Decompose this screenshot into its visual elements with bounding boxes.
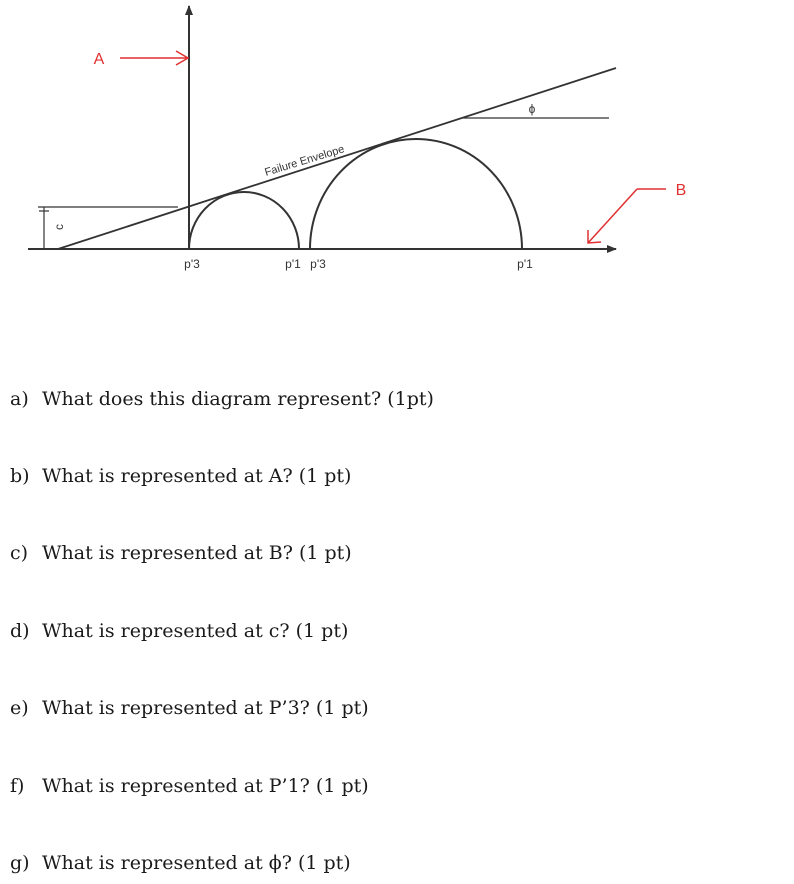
question-letter: a) bbox=[10, 388, 29, 410]
phi-label: ϕ bbox=[528, 102, 536, 116]
question-f bbox=[10, 775, 369, 797]
arrow-b-shaft bbox=[588, 189, 637, 243]
question-text: What does this diagram represent? (1pt) bbox=[42, 388, 434, 410]
failure-envelope-label: Failure Envelope bbox=[263, 143, 346, 179]
question-text: What is represented at A? (1 pt) bbox=[42, 465, 352, 487]
label-a: A bbox=[93, 51, 105, 68]
question-text: What is represented at P’1? (1 pt) bbox=[42, 775, 369, 797]
question-letter: f) bbox=[10, 775, 25, 797]
failure-envelope-line bbox=[58, 68, 616, 249]
question-g bbox=[10, 852, 351, 874]
question-d bbox=[10, 620, 348, 642]
cohesion-label: c bbox=[52, 224, 66, 230]
mohr-circle-diagram bbox=[0, 0, 794, 300]
question-letter: b) bbox=[10, 465, 30, 487]
question-letter: g) bbox=[10, 852, 30, 874]
question-c bbox=[10, 542, 352, 564]
question-e bbox=[10, 697, 369, 719]
question-a bbox=[10, 388, 434, 410]
p3-left-label: p'3 bbox=[184, 257, 200, 271]
question-text: What is represented at P’3? (1 pt) bbox=[42, 697, 369, 719]
label-b: B bbox=[675, 182, 687, 199]
question-letter: e) bbox=[10, 697, 29, 719]
question-letter: c) bbox=[10, 542, 29, 564]
question-text: What is represented at ϕ? (1 pt) bbox=[42, 852, 351, 874]
question-text: What is represented at c? (1 pt) bbox=[42, 620, 349, 642]
p1-right-label: p'1 bbox=[517, 257, 533, 271]
question-b bbox=[10, 465, 351, 487]
p1-small-label: p'1 bbox=[285, 257, 301, 271]
question-letter: d) bbox=[10, 620, 30, 642]
question-text: What is represented at B? (1 pt) bbox=[42, 542, 352, 564]
p3-right-label: p'3 bbox=[310, 257, 326, 271]
